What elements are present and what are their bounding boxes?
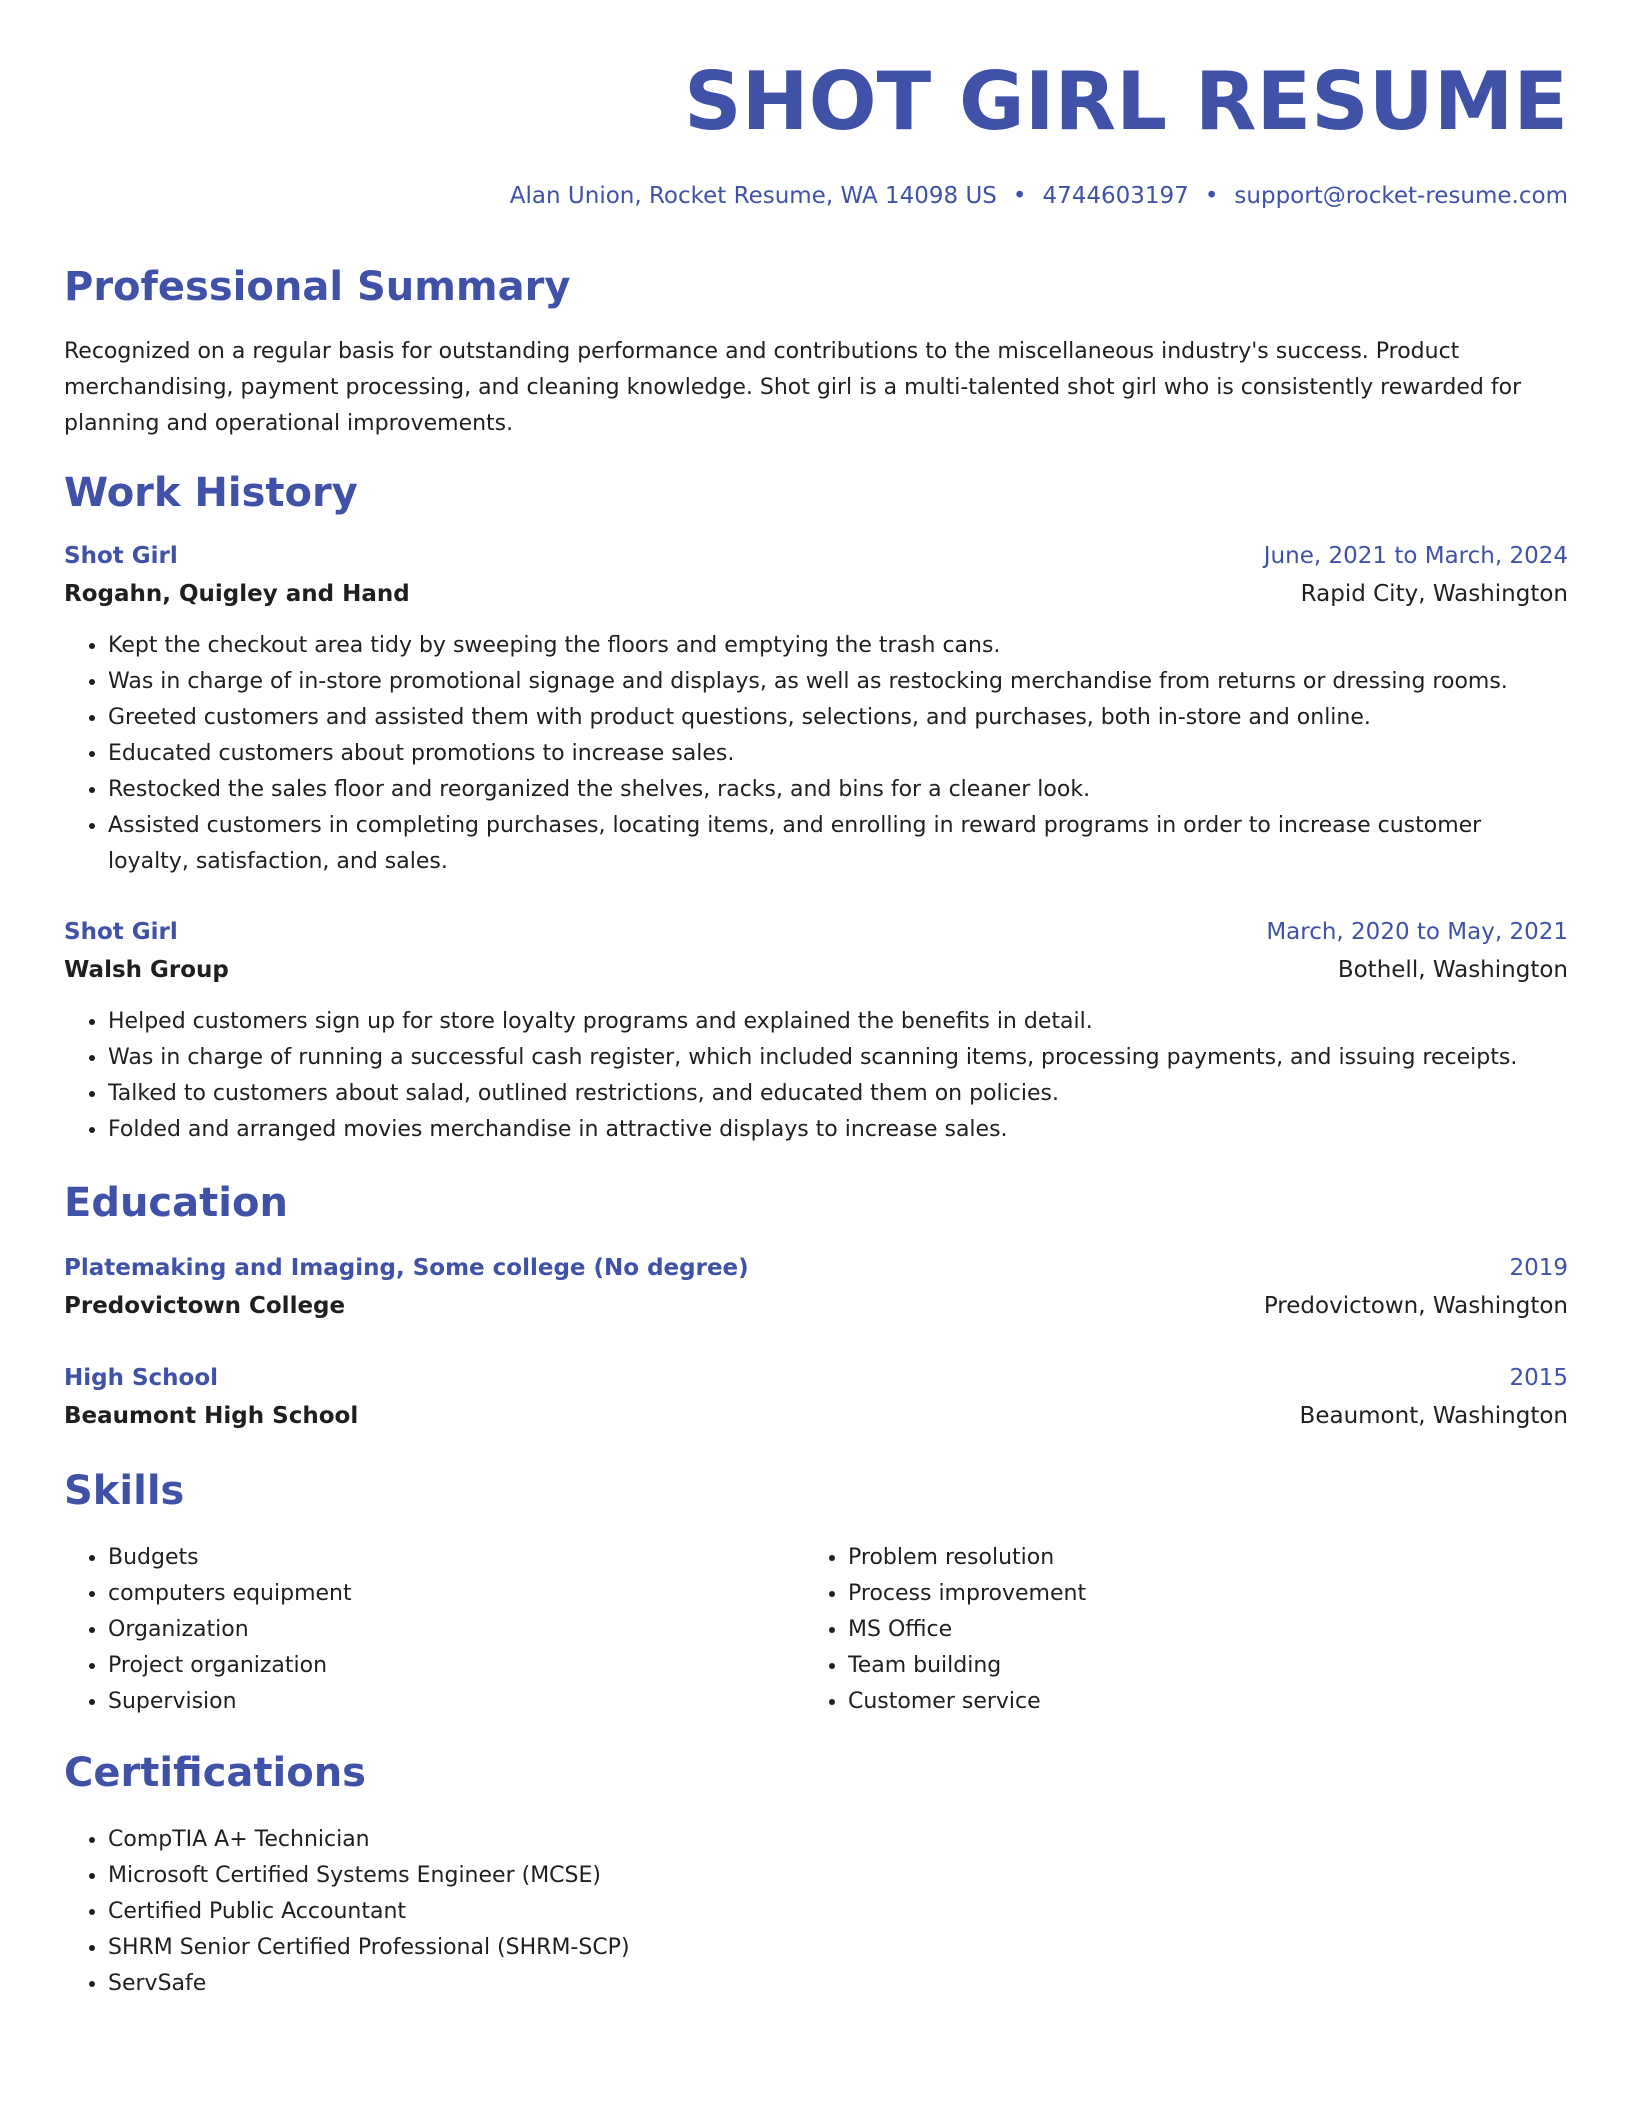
contact-phone: 4744603197 — [1042, 183, 1189, 209]
list-item: • computers equipment — [108, 1576, 804, 1612]
list-item: • Helped customers sign up for store loyalty programs and explained the benefits in detail. — [108, 1004, 1568, 1040]
list-item: • Team building — [848, 1648, 1544, 1684]
job-dates: June, 2021 to March, 2024 — [1263, 543, 1568, 569]
list-item: • Assisted customers in completing purchases, locating items, and enrolling in reward programs in order to increase customer loyalty, satisfaction, and sales. — [108, 808, 1568, 880]
skills-column-left — [64, 1540, 804, 1720]
list-item: • CompTIA A+ Technician — [108, 1822, 630, 1858]
section-title-summary: Professional Summary — [64, 264, 571, 310]
job-company: Walsh Group — [64, 957, 229, 983]
education-entry — [64, 1250, 1568, 1326]
education-year: 2019 — [1509, 1255, 1568, 1281]
contact-separator: • — [1204, 183, 1219, 209]
list-item: • Folded and arranged movies merchandise in attractive displays to increase sales. — [108, 1112, 1568, 1148]
list-item: • Was in charge of running a successful cash register, which included scanning items, processing payments, and issuing receipts. — [108, 1040, 1568, 1076]
skills-column-right — [804, 1540, 1544, 1720]
list-item: • SHRM Senior Certified Professional (SHRM-SCP) — [108, 1930, 630, 1966]
summary-text: Recognized on a regular basis for outstanding performance and contributions to the miscellaneous industry's success. Product merchandising, payment processing, and cleaning knowledge. Shot girl is a multi-talented shot girl who is consistently rewarded for planning and operational improvements. — [64, 339, 1522, 436]
education-school: Beaumont High School — [64, 1403, 359, 1429]
resume-name: SHOT GIRL RESUME — [684, 55, 1568, 148]
job-location: Bothell, Washington — [1337, 957, 1568, 983]
list-item: • Organization — [108, 1612, 804, 1648]
list-item: • Microsoft Certified Systems Engineer (MCSE) — [108, 1858, 630, 1894]
job-role: Shot Girl — [64, 919, 178, 945]
contact-separator: • — [1012, 183, 1027, 209]
job-bullets — [64, 1004, 1568, 1148]
education-entry — [64, 1360, 1568, 1436]
list-item: • Supervision — [108, 1684, 804, 1720]
list-item: • MS Office — [848, 1612, 1544, 1648]
job-bullets — [64, 628, 1568, 880]
list-item: • Educated customers about promotions to increase sales. — [108, 736, 1568, 772]
job-entry — [64, 914, 1568, 1148]
section-title-skills: Skills — [64, 1468, 185, 1514]
education-degree: Platemaking and Imaging, Some college (No degree) — [64, 1255, 749, 1281]
list-item: • Budgets — [108, 1540, 804, 1576]
job-entry — [64, 538, 1568, 880]
education-year: 2015 — [1509, 1365, 1568, 1391]
job-location: Rapid City, Washington — [1300, 581, 1568, 607]
section-title-work-history: Work History — [64, 470, 358, 516]
list-item: • Customer service — [848, 1684, 1544, 1720]
list-item: • Project organization — [108, 1648, 804, 1684]
contact-line — [510, 180, 1568, 212]
certifications-list — [64, 1822, 630, 2002]
list-item: • Certified Public Accountant — [108, 1894, 630, 1930]
list-item: • Process improvement — [848, 1576, 1544, 1612]
list-item: • Greeted customers and assisted them with product questions, selections, and purchases, both in-store and online. — [108, 700, 1568, 736]
list-item: • ServSafe — [108, 1966, 630, 2002]
skills-list — [64, 1540, 1568, 1720]
list-item: • Talked to customers about salad, outlined restrictions, and educated them on policies. — [108, 1076, 1568, 1112]
list-item: • Kept the checkout area tidy by sweeping the floors and emptying the trash cans. — [108, 628, 1568, 664]
section-title-education: Education — [64, 1180, 288, 1226]
list-item: • Was in charge of in-store promotional signage and displays, as well as restocking merchandise from returns or dressing rooms. — [108, 664, 1568, 700]
list-item: • Problem resolution — [848, 1540, 1544, 1576]
contact-email: support@rocket-resume.com — [1234, 183, 1568, 209]
job-company: Rogahn, Quigley and Hand — [64, 581, 410, 607]
education-location: Beaumont, Washington — [1299, 1403, 1568, 1429]
job-dates: March, 2020 to May, 2021 — [1266, 919, 1568, 945]
section-title-certifications: Certifications — [64, 1750, 366, 1796]
contact-address: Alan Union, Rocket Resume, WA 14098 US — [509, 183, 997, 209]
education-location: Predovictown, Washington — [1263, 1293, 1568, 1319]
education-school: Predovictown College — [64, 1293, 346, 1319]
list-item: • Restocked the sales floor and reorganized the shelves, racks, and bins for a cleaner look. — [108, 772, 1568, 808]
job-role: Shot Girl — [64, 543, 178, 569]
education-degree: High School — [64, 1365, 219, 1391]
